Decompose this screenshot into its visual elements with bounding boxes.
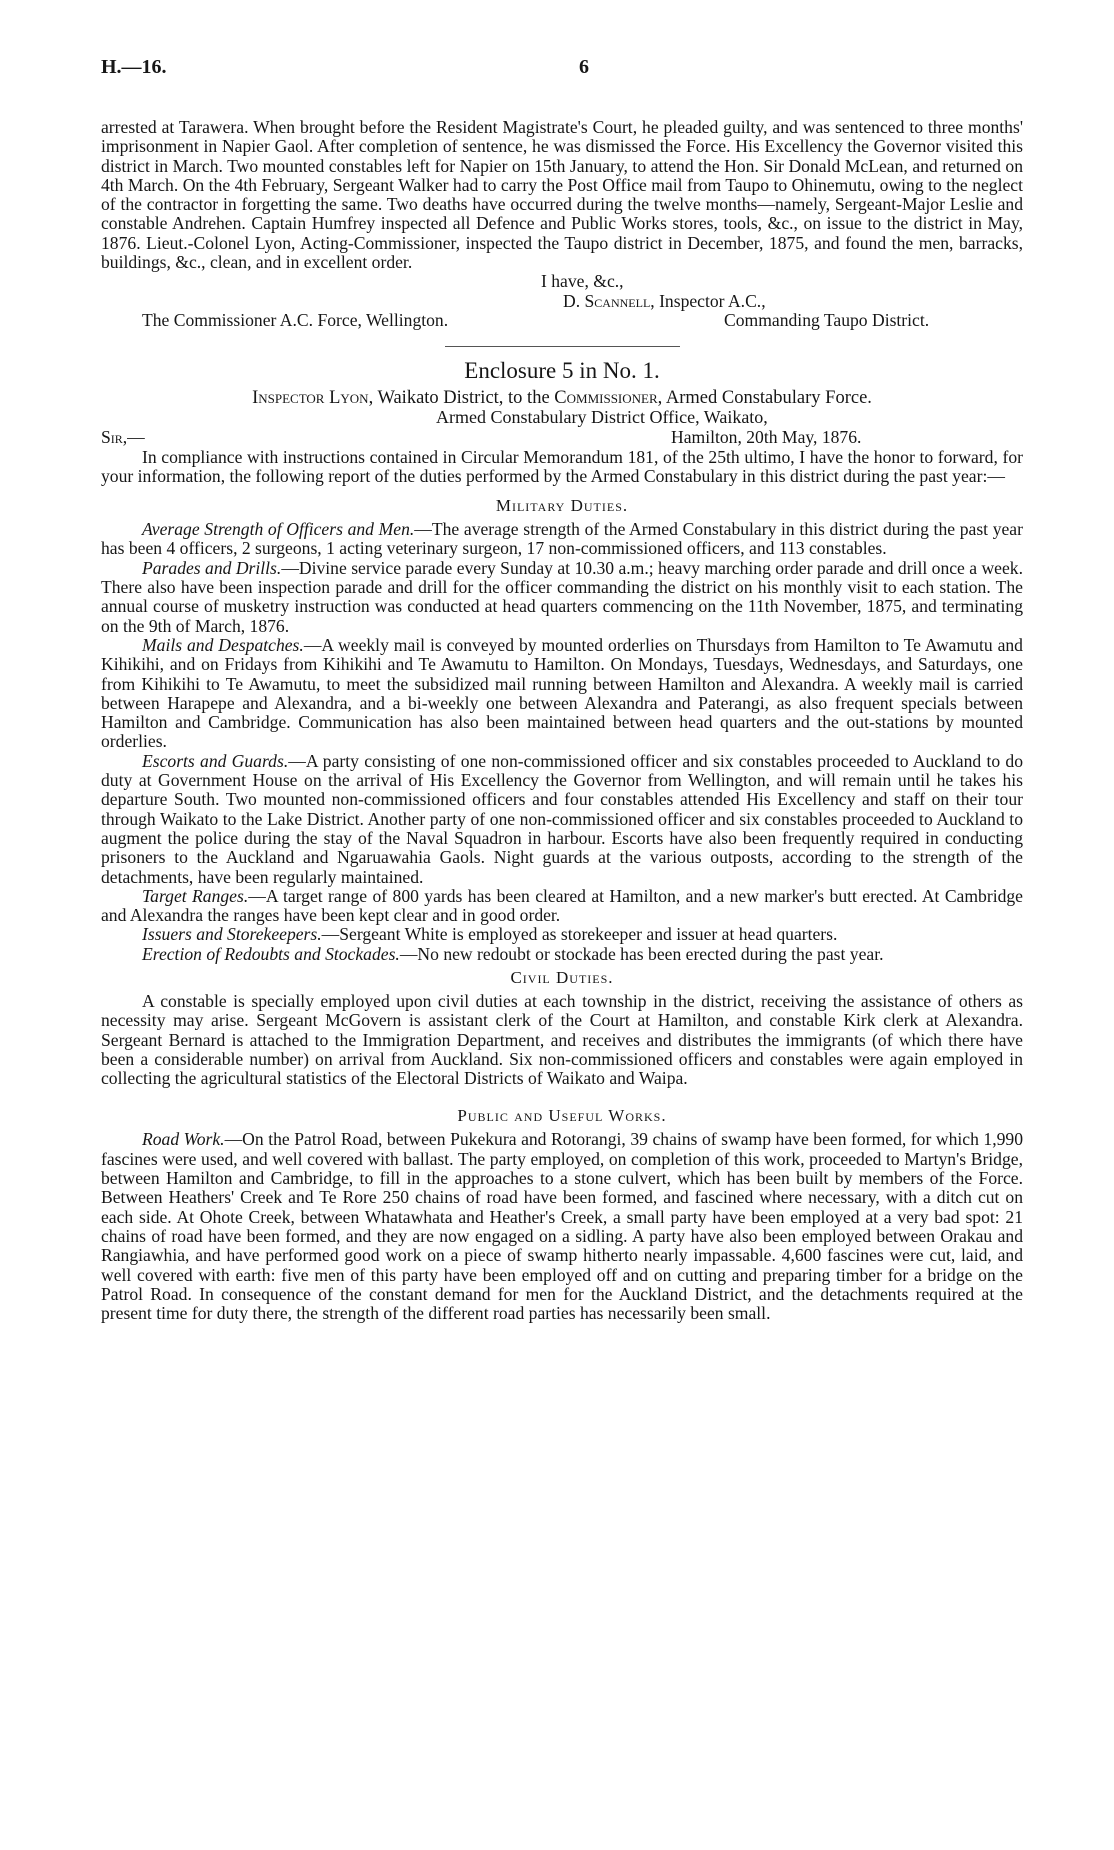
paragraph-text: —No new redoubt or stockade has been erected during the past year. [399, 943, 884, 964]
letter-address: Armed Constabulary District Office, Waikato, [436, 407, 768, 428]
paragraph-text: —The average strength of the Armed Constabulary in this district during the past year has been 4 officers, 2 surgeons, 1 acting veterinary surgeon, 17 non-commissioned officers, and 113 constables. [101, 519, 1023, 559]
paragraph-text: —Sergeant White is employed as storekeeper and issuer at head quarters. [321, 924, 838, 945]
addressee-line [101, 311, 1023, 330]
paragraph-parades-drills [101, 559, 1023, 636]
paragraph-text: —A target range of 800 yards has been cleared at Hamilton, and a new marker's butt erected. At Cambridge and Alexandra the ranges have been kept clear and in good order. [101, 885, 1023, 926]
enclosure-title: Enclosure 5 in No. 1. [464, 357, 660, 383]
signature-name: D. Scannell [563, 290, 651, 311]
paragraph-average-strength [101, 520, 1023, 559]
letter-salutation: Sir,— [101, 426, 145, 447]
military-duties-heading: Military Duties. [495, 496, 629, 516]
from-rest: , Waikato District, to the [368, 387, 555, 408]
paragraph-text: —A party consisting of one non-commissioned officer and six constables proceeded to Auckland to do duty at Government House on the arrival of His Excellency the Governor from Wellington, and will remain until he takes his departure South. Two mounted non-commissioned officers and four constables attended His Excellency and staff on their tour through Waikato to the Lake District. Another party of one non-commissioned officer and six constables proceeded to Auckland to augment the police during the stay of the Naval Squadron in harbour. Escorts have also been frequently required in conducting prisoners to the Auckland and Ngaruawahia Gaols. Night guards at the various outposts, according to the strength of the detachments, have been regularly maintained. [101, 750, 1023, 887]
runin-title: Average Strength of Officers and Men. [142, 519, 415, 540]
letter-date: Hamilton, 20th May, 1876. [671, 426, 862, 447]
section-divider [445, 346, 680, 347]
paragraph-escorts-guards [101, 752, 1023, 887]
road-work-paragraph [101, 1130, 1023, 1323]
page-number: 6 [579, 56, 589, 78]
signature-title: , Inspector A.C., [650, 290, 766, 311]
paragraph-text: —On the Patrol Road, between Pukekura and Rotorangi, 39 chains of swamp have been formed, for which 1,990 fascines were used, and well covered with ballast. The party employed, on completion of this work, proceeded to Martyn's Bridge, between Hamilton and Cambridge, to fill in the approaches to a stone culvert, which has been built by members of the Force. Between Heathers' Creek and Te Rore 250 chains of road have been formed, and fascined where necessary, with a ditch cut on each side. At Ohote Creek, between Whatawhata and Heather's Creek, a small party have been employed at a very bad spot: 21 chains of road have been formed, and they are now engaged on a sidling. A party have also been employed between Orakau and Rangiawhia, and have performed good work on a piece of swamp hitherto nearly impassable. 4,600 fascines were cut, laid, and well covered with earth: five men of this party have been employed off and on cutting and preparing timber for a bridge on the Patrol Road. In consequence of the constant demand for men for the Auckland District, and the detachments required at the present time for duty there, the strength of the different road parties has necessarily been small. [101, 1129, 1023, 1324]
enclosure-subtitle [101, 389, 1023, 408]
paragraph-text: —A weekly mail is conveyed by mounted orderlies on Thursdays from Hamilton to Te Awamutu and Kihikihi, and on Fridays from Kihikihi and Te Awamutu to Hamilton. On Mondays, Tuesdays, Wednesdays, and Saturdays, one from Kihikihi to Te Awamutu, to meet the subsidized mail running between Hamilton and Alexandra. A weekly mail is carried between Harapepe and Alexandra, and a bi-weekly one between Alexandra and Paterangi, as also frequent specials between Hamilton and Cambridge. Communication has also been maintained between head quarters and the out-stations by mounted orderlies. [101, 634, 1023, 752]
document-reference: H.—16. [101, 56, 167, 78]
runin-title: Mails and Despatches. [142, 634, 304, 655]
public-works-heading: Public and Useful Works. [457, 1106, 667, 1126]
intro-paragraph: arrested at Tarawera. When brought before the Resident Magistrate's Court, he pleaded guilty, and was sentenced to three months' imprisonment in Napier Gaol. After completion of sentence, he was dismissed the Force. His Excellency the Governor visited this district in March. Two mounted constables left for Napier on 15th January, to attend the Hon. Sir Donald McLean, and returned on 4th March. On the 4th February, Sergeant Walker had to carry the Post Office mail from Taupo to Ohinemutu, owing to the neglect of the contractor in forgetting the same. Two deaths have occurred during the twelve months—namely, Sergeant-Major Leslie and constable Andrehen. Captain Humfrey inspected all Defence and Public Works stores, tools, &c., on issue to the district in May, 1876. Lieut.-Colonel Lyon, Acting-Commissioner, inspected the Taupo district in December, 1875, and found the men, barracks, buildings, &c., clean, and in excellent order. [101, 117, 1023, 273]
closing-salutation: I have, &c., [541, 271, 624, 292]
document-body [101, 118, 1023, 1323]
runin-title: Issuers and Storekeepers. [142, 924, 322, 945]
paragraph-target-ranges [101, 887, 1023, 926]
runin-title: Target Ranges. [142, 885, 249, 906]
runin-title: Road Work. [142, 1129, 225, 1150]
to-rest: , Armed Constabulary Force. [657, 387, 872, 408]
signature-line [101, 292, 1023, 311]
runin-title: Erection of Redoubts and Stockades. [142, 943, 400, 964]
paragraph-text: —Divine service parade every Sunday at 10.30 a.m.; heavy marching order parade and drill once a week. There also have been inspection parade and drill for the officer commanding the district on his monthly visit to each station. The annual course of musketry instruction was conducted at head quarters commencing on the 11th November, 1875, and terminating on the 9th of March, 1876. [101, 557, 1023, 636]
addressee: The Commissioner A.C. Force, Wellington. [142, 309, 449, 330]
from-name: Inspector Lyon [252, 387, 369, 408]
paragraph-redoubts-stockades [101, 945, 1023, 964]
paragraph-mails-despatches [101, 636, 1023, 752]
civil-duties-heading: Civil Duties. [510, 967, 614, 987]
page-header [101, 58, 986, 84]
to-name: Commissioner [554, 387, 658, 408]
command-title: Commanding Taupo District. [724, 309, 930, 330]
opening-paragraph: In compliance with instructions contained in Circular Memorandum 181, of the 25th ultimo, I have the honor to forward, for your information, the following report of the duties performed by the Armed Constabulary in this district during the past year:— [101, 446, 1023, 486]
paragraph-issuers-storekeepers [101, 925, 1023, 944]
runin-title: Parades and Drills. [142, 557, 282, 578]
civil-duties-paragraph: A constable is specially employed upon civil duties at each township in the district, receiving the assistance of others as necessity may arise. Sergeant McGovern is assistant clerk of the Court at Hamilton, and constable Kirk clerk at Alexandra. Sergeant Bernard is attached to the Immigration Department, and receives and distributes the immigrants (of which there have been a considerable number) on arrival from Auckland. Six non-commissioned officers and constables were again employed in collecting the agricultural statistics of the Electoral Districts of Waikato and Waipa. [101, 990, 1023, 1089]
salutation-date-line [101, 428, 1023, 448]
runin-title: Escorts and Guards. [142, 750, 289, 771]
